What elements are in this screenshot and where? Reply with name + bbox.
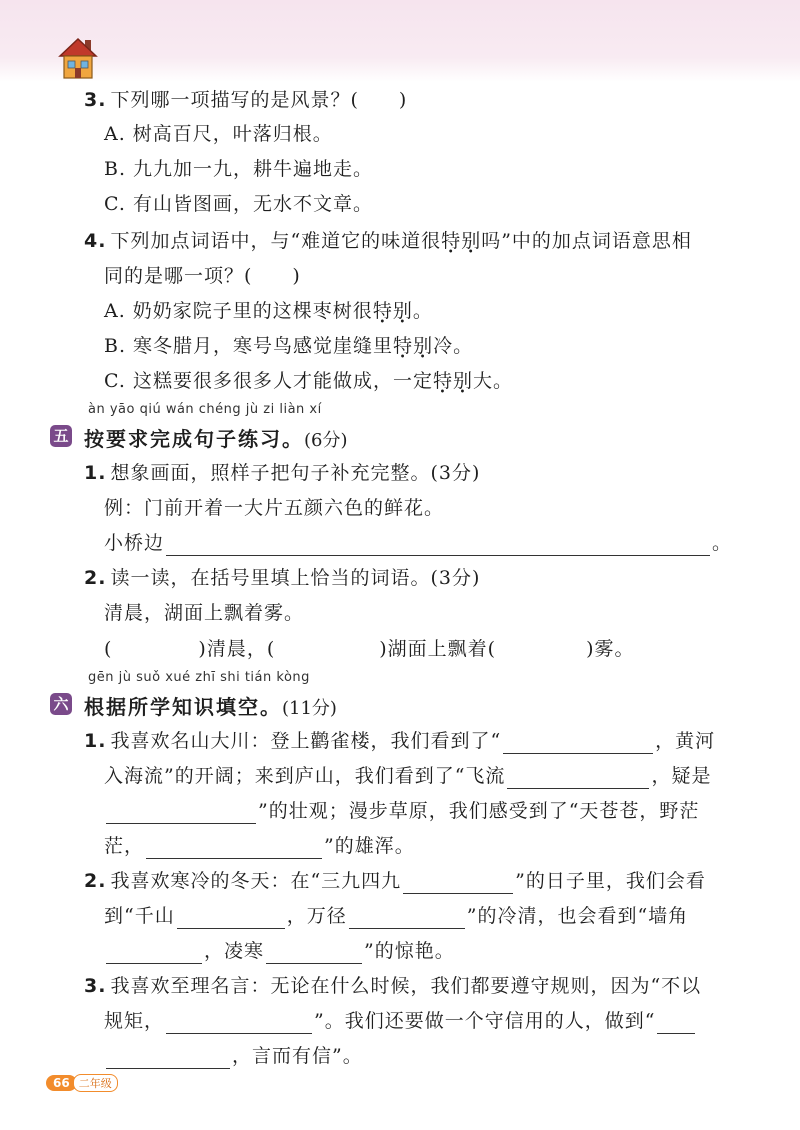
sec6-q2-blank-2[interactable] [177,908,285,929]
q4-option-c[interactable]: C. 这糕要很多很多人才能做成，一定特别大。 [104,370,513,392]
sec5-q2-fill-line: ( )清晨，( )湖面上飘着( )雾。 [104,638,635,660]
q4-option-b[interactable]: B. 寒冬腊月，寒号鸟感觉崖缝里特别冷。 [104,335,474,357]
house-icon [58,36,98,80]
sec6-pinyin: gēn jù suǒ xué zhī shi tián kòng [88,670,310,685]
sec6-q3-line3: ，言而有信”。 [104,1043,363,1069]
q3-stem: 3. 下列哪一项描写的是风景？( ) [84,89,408,111]
sec5-q1-example: 例：门前开着一大片五颜六色的鲜花。 [104,497,445,519]
sec6-q1-line1: 1. 我喜欢名山大川：登上鹳雀楼，我们看到了“ ，黄河 [84,730,716,752]
sec5-q2-sentence: 清晨，湖面上飘着雾。 [104,602,305,624]
sec5-badge: 五 [50,425,72,447]
sec6-q3-line1: 3. 我喜欢至理名言：无论在什么时候，我们都要遵守规则，因为“不以 [84,975,702,997]
sec6-q1-blank-4[interactable] [146,838,322,859]
sec6-q2-line1: 2. 我喜欢寒冷的冬天：在“三九四九 ”的日子里，我们会看 [84,870,706,892]
sec6-q1-blank-3[interactable] [106,803,256,824]
q4-stem-cont: 同的是哪一项？( ) [104,265,301,287]
sec5-title: 按要求完成句子练习。(6分) [84,427,348,451]
sec6-title: 根据所学知识填空。(11分) [84,695,337,719]
q4-stem: 4. 下列加点词语中，与“难道它的味道很特别吗”中的加点词语意思相 [84,230,692,252]
sec5-q1-answer-line: 小桥边 。 [104,532,733,554]
sec6-badge: 六 [50,693,72,715]
sec6-q3-blank-2b[interactable] [106,1048,230,1069]
sec6-q2-line2: 到“千山 ，万径 ”的冷清，也会看到“墙角 [104,905,689,927]
sec6-q1-blank-2[interactable] [507,768,649,789]
q3-option-a[interactable]: A. 树高百尺，叶落归根。 [104,123,333,145]
sec6-q2-blank-1[interactable] [403,873,513,894]
sec5-q1-stem: 1. 想象画面，照样子把句子补充完整。(3分) [84,462,481,484]
sec5-pinyin: àn yāo qiú wán chéng jù zi liàn xí [88,402,322,417]
page-number: 66 [46,1075,77,1091]
header-band [0,0,800,82]
grade-label: 二年级 [73,1074,118,1092]
sec6-q2-blank-3[interactable] [349,908,465,929]
page-footer [46,1072,118,1092]
sec6-q3-blank-1[interactable] [166,1013,312,1034]
sec5-q1-blank[interactable] [166,535,710,556]
sec6-q2-blank-4[interactable] [106,943,202,964]
q3-option-c[interactable]: C. 有山皆图画，无水不文章。 [104,193,373,215]
sec6-q1-blank-1[interactable] [503,733,653,754]
q4-option-a[interactable]: A. 奶奶家院子里的这棵枣树很特别。 [104,300,433,322]
sec6-q2-line3: ，凌寒 ”的惊艳。 [104,938,455,964]
q3-option-b[interactable]: B. 九九加一九，耕牛遍地走。 [104,158,374,180]
sec5-q2-stem: 2. 读一读，在括号里填上恰当的词语。(3分) [84,567,481,589]
sec6-q1-line3: ”的壮观；漫步草原，我们感受到了“天苍苍，野茫 [104,798,699,824]
sec6-q3-blank-2a[interactable] [657,1013,695,1034]
sec6-q1-line4: 茫， ”的雄浑。 [104,835,415,857]
sec6-q3-line2: 规矩， ”。我们还要做一个守信用的人，做到“ [104,1008,697,1034]
sec6-q2-blank-5[interactable] [266,943,362,964]
sec6-q1-line2: 入海流”的开阔；来到庐山，我们看到了“飞流 ，疑是 [104,765,712,787]
